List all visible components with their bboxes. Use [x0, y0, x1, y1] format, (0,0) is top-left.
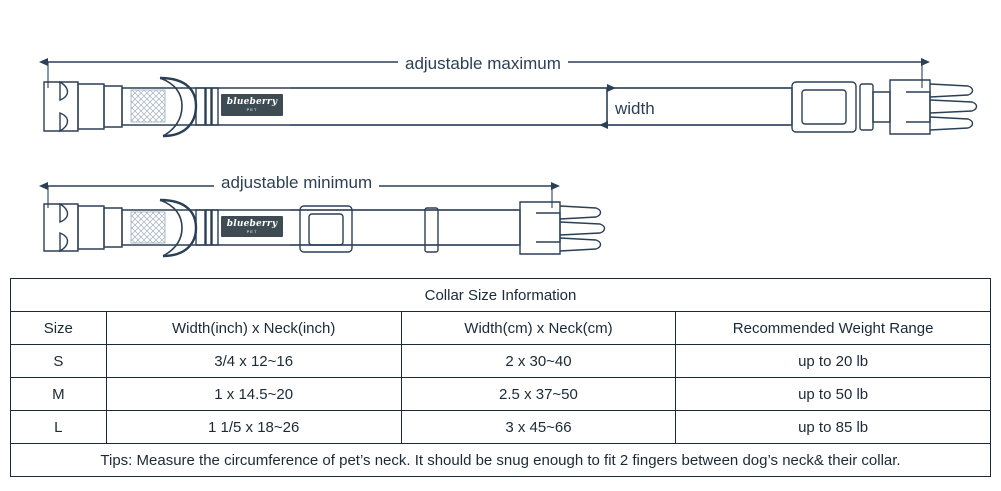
brand-sub: PET	[246, 107, 258, 112]
cell-cm: 3 x 45~66	[401, 411, 676, 444]
table-row	[11, 411, 991, 444]
cell-weight: up to 85 lb	[676, 411, 991, 444]
brand-name: blueberry	[226, 97, 278, 107]
cell-inch: 3/4 x 12~16	[106, 345, 401, 378]
brand-patch-bottom	[221, 216, 283, 237]
table-tips-row	[11, 444, 991, 477]
label-adjustable-minimum: adjustable minimum	[214, 173, 379, 193]
cell-weight: up to 20 lb	[676, 345, 991, 378]
brand-name: blueberry	[226, 219, 278, 229]
cell-inch: 1 1/5 x 18~26	[106, 411, 401, 444]
cell-size: L	[11, 411, 107, 444]
cell-size: M	[11, 378, 107, 411]
cell-inch: 1 x 14.5~20	[106, 378, 401, 411]
label-width: width	[612, 99, 658, 119]
collar-size-table	[10, 278, 991, 477]
table-title: Collar Size Information	[11, 279, 991, 312]
header-cm: Width(cm) x Neck(cm)	[401, 312, 676, 345]
collar-size-table-wrapper	[10, 278, 991, 477]
table-title-row	[11, 279, 991, 312]
table-row	[11, 345, 991, 378]
brand-patch-top	[221, 94, 283, 116]
cell-cm: 2.5 x 37~50	[401, 378, 676, 411]
cell-cm: 2 x 30~40	[401, 345, 676, 378]
table-tips: Tips: Measure the circumference of pet’s neck. It should be snug enough to fit 2 fingers between dog’s neck& their collar.	[11, 444, 991, 477]
header-size: Size	[11, 312, 107, 345]
table-header-row	[11, 312, 991, 345]
header-inch: Width(inch) x Neck(inch)	[106, 312, 401, 345]
label-adjustable-maximum: adjustable maximum	[398, 54, 568, 74]
cell-weight: up to 50 lb	[676, 378, 991, 411]
cell-size: S	[11, 345, 107, 378]
table-row	[11, 378, 991, 411]
header-weight: Recommended Weight Range	[676, 312, 991, 345]
brand-sub: PET	[246, 229, 258, 234]
